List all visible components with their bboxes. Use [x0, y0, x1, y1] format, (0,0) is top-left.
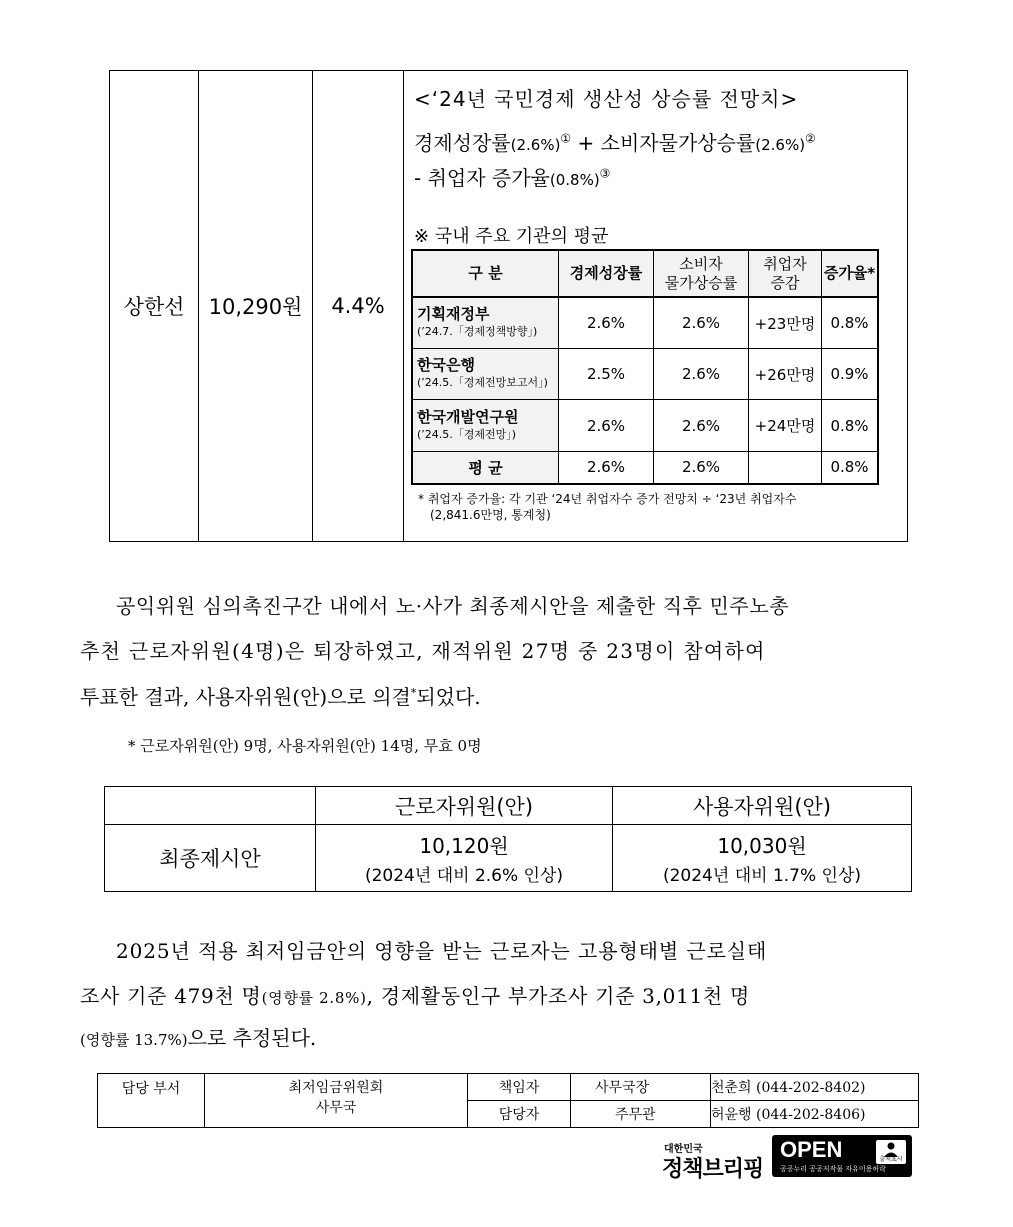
formula-cpi: 소비자물가상승률: [600, 131, 756, 155]
rate-cell: 0.9%: [822, 349, 879, 400]
average-cpi: 2.6%: [654, 451, 749, 484]
institution-name: 한국은행: [417, 356, 475, 375]
institutions-table: [411, 249, 879, 485]
vote-note: * 근로자위원(안) 9명, 사용자위원(안) 14명, 무효 0명: [128, 737, 482, 755]
header-worker: 근로자위원(안): [316, 787, 613, 825]
formula-cpi-value: (2.6%): [755, 136, 806, 154]
employment-footnote: [418, 491, 888, 523]
growth-cell: 2.6%: [559, 400, 654, 451]
formula-mark-3: ③: [599, 166, 611, 181]
table-row: [412, 297, 878, 349]
staff-name: 허윤행 (044-202-8406): [711, 1101, 919, 1128]
attribution-icon: [876, 1140, 906, 1164]
worker-proposal: [316, 825, 613, 892]
institution-cell: [412, 400, 559, 451]
paragraph-line: [80, 681, 481, 710]
formula-mark-2: ②: [805, 131, 816, 146]
rate-value: 4.4%: [313, 71, 404, 542]
dept-label: 담당 부서: [98, 1074, 205, 1128]
cpi-cell: 2.6%: [654, 297, 749, 349]
employed-cell: +26만명: [749, 349, 822, 400]
staff-label: 담당자: [468, 1101, 571, 1128]
responsible-title: 사무국장: [571, 1074, 711, 1101]
formula-mark-1: ①: [560, 131, 572, 146]
paragraph-line: [80, 980, 750, 1009]
impact-rate-small: (영향률 2.8%): [261, 989, 367, 1007]
open-logo-subtext: 공공누리 공공저작물 자유이용허락: [780, 1165, 886, 1173]
institution-cell: [412, 349, 559, 400]
growth-cell: 2.6%: [559, 297, 654, 349]
header-category: 구 분: [412, 250, 559, 297]
paragraph-text: 투표한 결과, 사용자위원(안)으로 의결: [80, 685, 411, 709]
cpi-cell: 2.6%: [654, 349, 749, 400]
paragraph-line: 공익위원 심의촉진구간 내에서 노·사가 최종제시안을 제출한 직후 민주노총: [116, 594, 790, 618]
logo-top-text: 대한민국: [664, 1144, 703, 1155]
projection-cell: [404, 71, 908, 542]
paragraph-line: 2025년 적용 최저임금안의 영향을 받는 근로자는 고용형태별 근로실태: [116, 939, 768, 963]
footnote-line-2: (2,841.6만명, 통계청): [430, 508, 551, 522]
contact-table: [97, 1073, 919, 1128]
projection-title: <‘24년 국민경제 생산성 상승률 전망치>: [414, 87, 799, 111]
formula-growth-value: (2.6%): [510, 136, 561, 154]
formula-plus: +: [571, 131, 601, 155]
worker-detail: (2024년 대비 2.6% 인상): [364, 866, 564, 886]
policy-briefing-logo: [662, 1140, 766, 1180]
average-rate: 0.8%: [822, 451, 879, 484]
cpi-cell: 2.6%: [654, 400, 749, 451]
paragraph-text: 으로 추정된다.: [187, 1026, 317, 1050]
header-employer: 사용자위원(안): [613, 787, 912, 825]
worker-value: 10,120원: [419, 834, 509, 858]
institution-name: 기획재정부: [417, 305, 490, 324]
rate-cell: 0.8%: [822, 297, 879, 349]
impact-rate-small: (영향률 13.7%): [80, 1031, 188, 1049]
footnote-mark: *: [410, 686, 417, 700]
employed-cell: +23만명: [749, 297, 822, 349]
header-employed: 취업자 증감: [749, 250, 822, 297]
dept-line-1: 최저임금위원회: [288, 1080, 384, 1096]
paragraph-line: [80, 1022, 316, 1051]
average-label: 평 균: [412, 451, 559, 484]
paragraph-text: , 경제활동인구 부가조사 기준 3,011천 명: [366, 984, 751, 1008]
employer-proposal: [613, 825, 912, 892]
header-rate: 증가율*: [822, 250, 879, 297]
formula-line-1: [414, 127, 816, 156]
paragraph-text: 조사 기준 479천 명: [80, 984, 262, 1008]
paragraph-text: 되었다.: [416, 685, 481, 709]
institution-source: (’24.5.「경제전망」): [417, 427, 517, 441]
table-row: [412, 400, 878, 451]
institution-name: 한국개발연구원: [417, 407, 519, 426]
paragraph-line: 추천 근로자위원(4명)은 퇴장하였고, 재적위원 27명 중 23명이 참여하여: [80, 639, 766, 663]
wage-value: 10,290원: [199, 71, 313, 542]
formula-employment-value: (0.8%): [549, 171, 600, 189]
average-employed: [749, 451, 822, 484]
dept-name: [205, 1074, 468, 1128]
responsible-name: 천춘희 (044-202-8402): [711, 1074, 919, 1101]
institutions-note: ※ 국내 주요 기관의 평균: [414, 226, 609, 247]
employed-cell: +24만명: [749, 400, 822, 451]
institution-source: (’24.5.「경제전망보고서」): [417, 376, 548, 390]
formula-employment: - 취업자 증가율: [414, 166, 550, 190]
staff-title: 주무관: [571, 1101, 711, 1128]
open-logo-text: OPEN: [780, 1137, 843, 1162]
employer-detail: (2024년 대비 1.7% 인상): [662, 866, 862, 886]
header-growth: 경제성장률: [559, 250, 654, 297]
institution-cell: [412, 297, 559, 349]
header-cpi: 소비자 물가상승률: [654, 250, 749, 297]
row-label: 상한선: [110, 71, 199, 542]
average-row: [412, 451, 878, 484]
table-row: [412, 349, 878, 400]
empty-header: [105, 787, 316, 825]
footnote-line-1: * 취업자 증가율: 각 기관 ‘24년 취업자수 증가 전망치 ÷ ‘23년 취업자수: [418, 492, 797, 506]
final-proposal-table: [104, 786, 912, 892]
average-growth: 2.6%: [559, 451, 654, 484]
responsible-label: 책임자: [468, 1074, 571, 1101]
growth-cell: 2.5%: [559, 349, 654, 400]
logo-main-text: 정책브리핑: [662, 1157, 764, 1182]
employer-value: 10,030원: [717, 834, 807, 858]
rate-cell: 0.8%: [822, 400, 879, 451]
institution-source: (’24.7.「경제정책방향」): [417, 325, 538, 339]
dept-line-2: 사무국: [315, 1100, 357, 1116]
final-row-label: 최종제시안: [105, 825, 316, 892]
formula-line-2: [414, 162, 610, 191]
upper-limit-table: [109, 70, 908, 542]
kogl-open-logo: [772, 1135, 912, 1177]
attribution-label: 출처표시: [879, 1156, 903, 1163]
formula-growth: 경제성장률: [414, 131, 511, 155]
